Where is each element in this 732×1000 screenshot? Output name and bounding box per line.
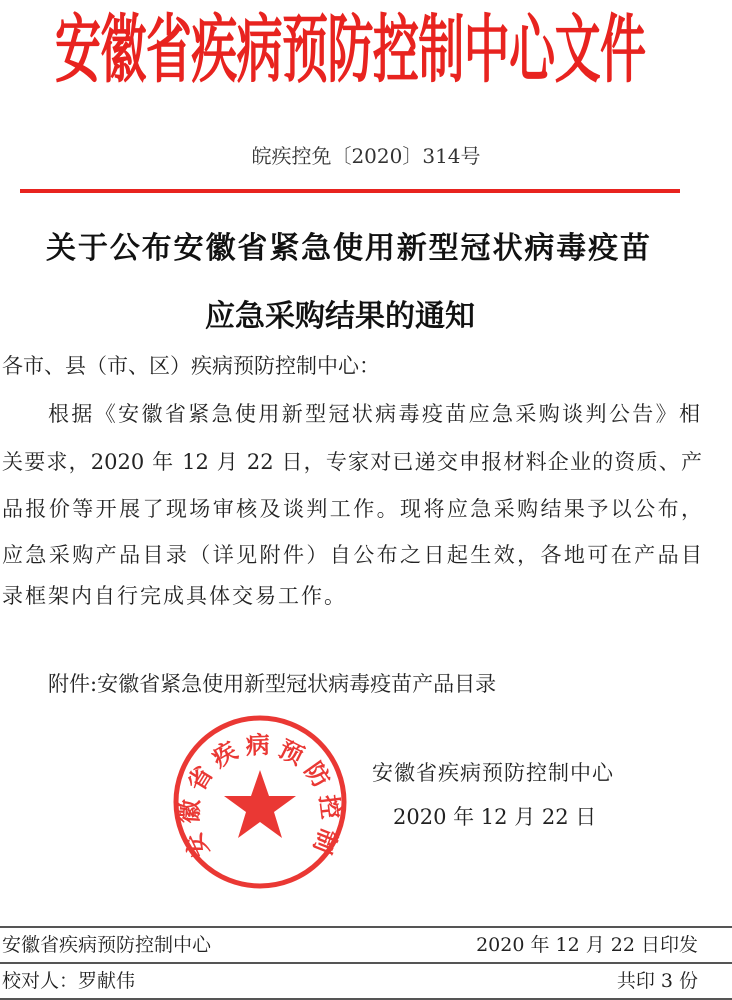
- official-seal: [170, 712, 350, 892]
- notice-title-line1: 关于公布安徽省紧急使用新型冠状病毒疫苗: [46, 231, 650, 266]
- document-header-title: 安徽省疾病预防控制中心文件: [55, 6, 645, 93]
- attachment-line: 附件:安徽省紧急使用新型冠状病毒疫苗产品目录: [48, 672, 497, 696]
- body-line: 应急采购产品目录（详见附件）自公布之日起生效，各地可在产品目: [2, 543, 702, 567]
- signature-organization: 安徽省疾病预防控制中心: [372, 761, 614, 785]
- body-line: 根据《安徽省紧急使用新型冠状病毒疫苗应急采购谈判公告》相: [48, 402, 700, 426]
- salutation: 各市、县（市、区）疾病预防控制中心：: [2, 354, 380, 378]
- footer-issuer: 安徽省疾病预防控制中心: [2, 934, 212, 956]
- notice-title-line2: 应急采购结果的通知: [205, 299, 475, 334]
- footer-copies: 共印 3 份: [616, 970, 698, 992]
- footer-divider-top: [0, 926, 732, 928]
- footer-divider-middle: [0, 962, 732, 964]
- footer-issue-date: 2020 年 12 月 22 日印发: [476, 934, 698, 956]
- body-line: 录框架内自行完成具体交易工作。: [2, 584, 347, 608]
- body-line: 关要求，2020 年 12 月 22 日，专家对已递交申报材料企业的资质、产: [2, 450, 702, 474]
- footer-proofreader: 校对人：罗献伟: [2, 970, 136, 992]
- svg-text:安徽省疾病预防控制中心: 安徽省疾病预防控制: [175, 730, 345, 862]
- document-number: 皖疾控免〔2020〕314号: [251, 144, 481, 168]
- header-divider: [20, 189, 680, 193]
- star-icon: [224, 770, 296, 838]
- body-line: 品报价等开展了现场审核及谈判工作。现将应急采购结果予以公布，: [2, 497, 702, 521]
- signature-date: 2020 年 12 月 22 日: [393, 805, 597, 829]
